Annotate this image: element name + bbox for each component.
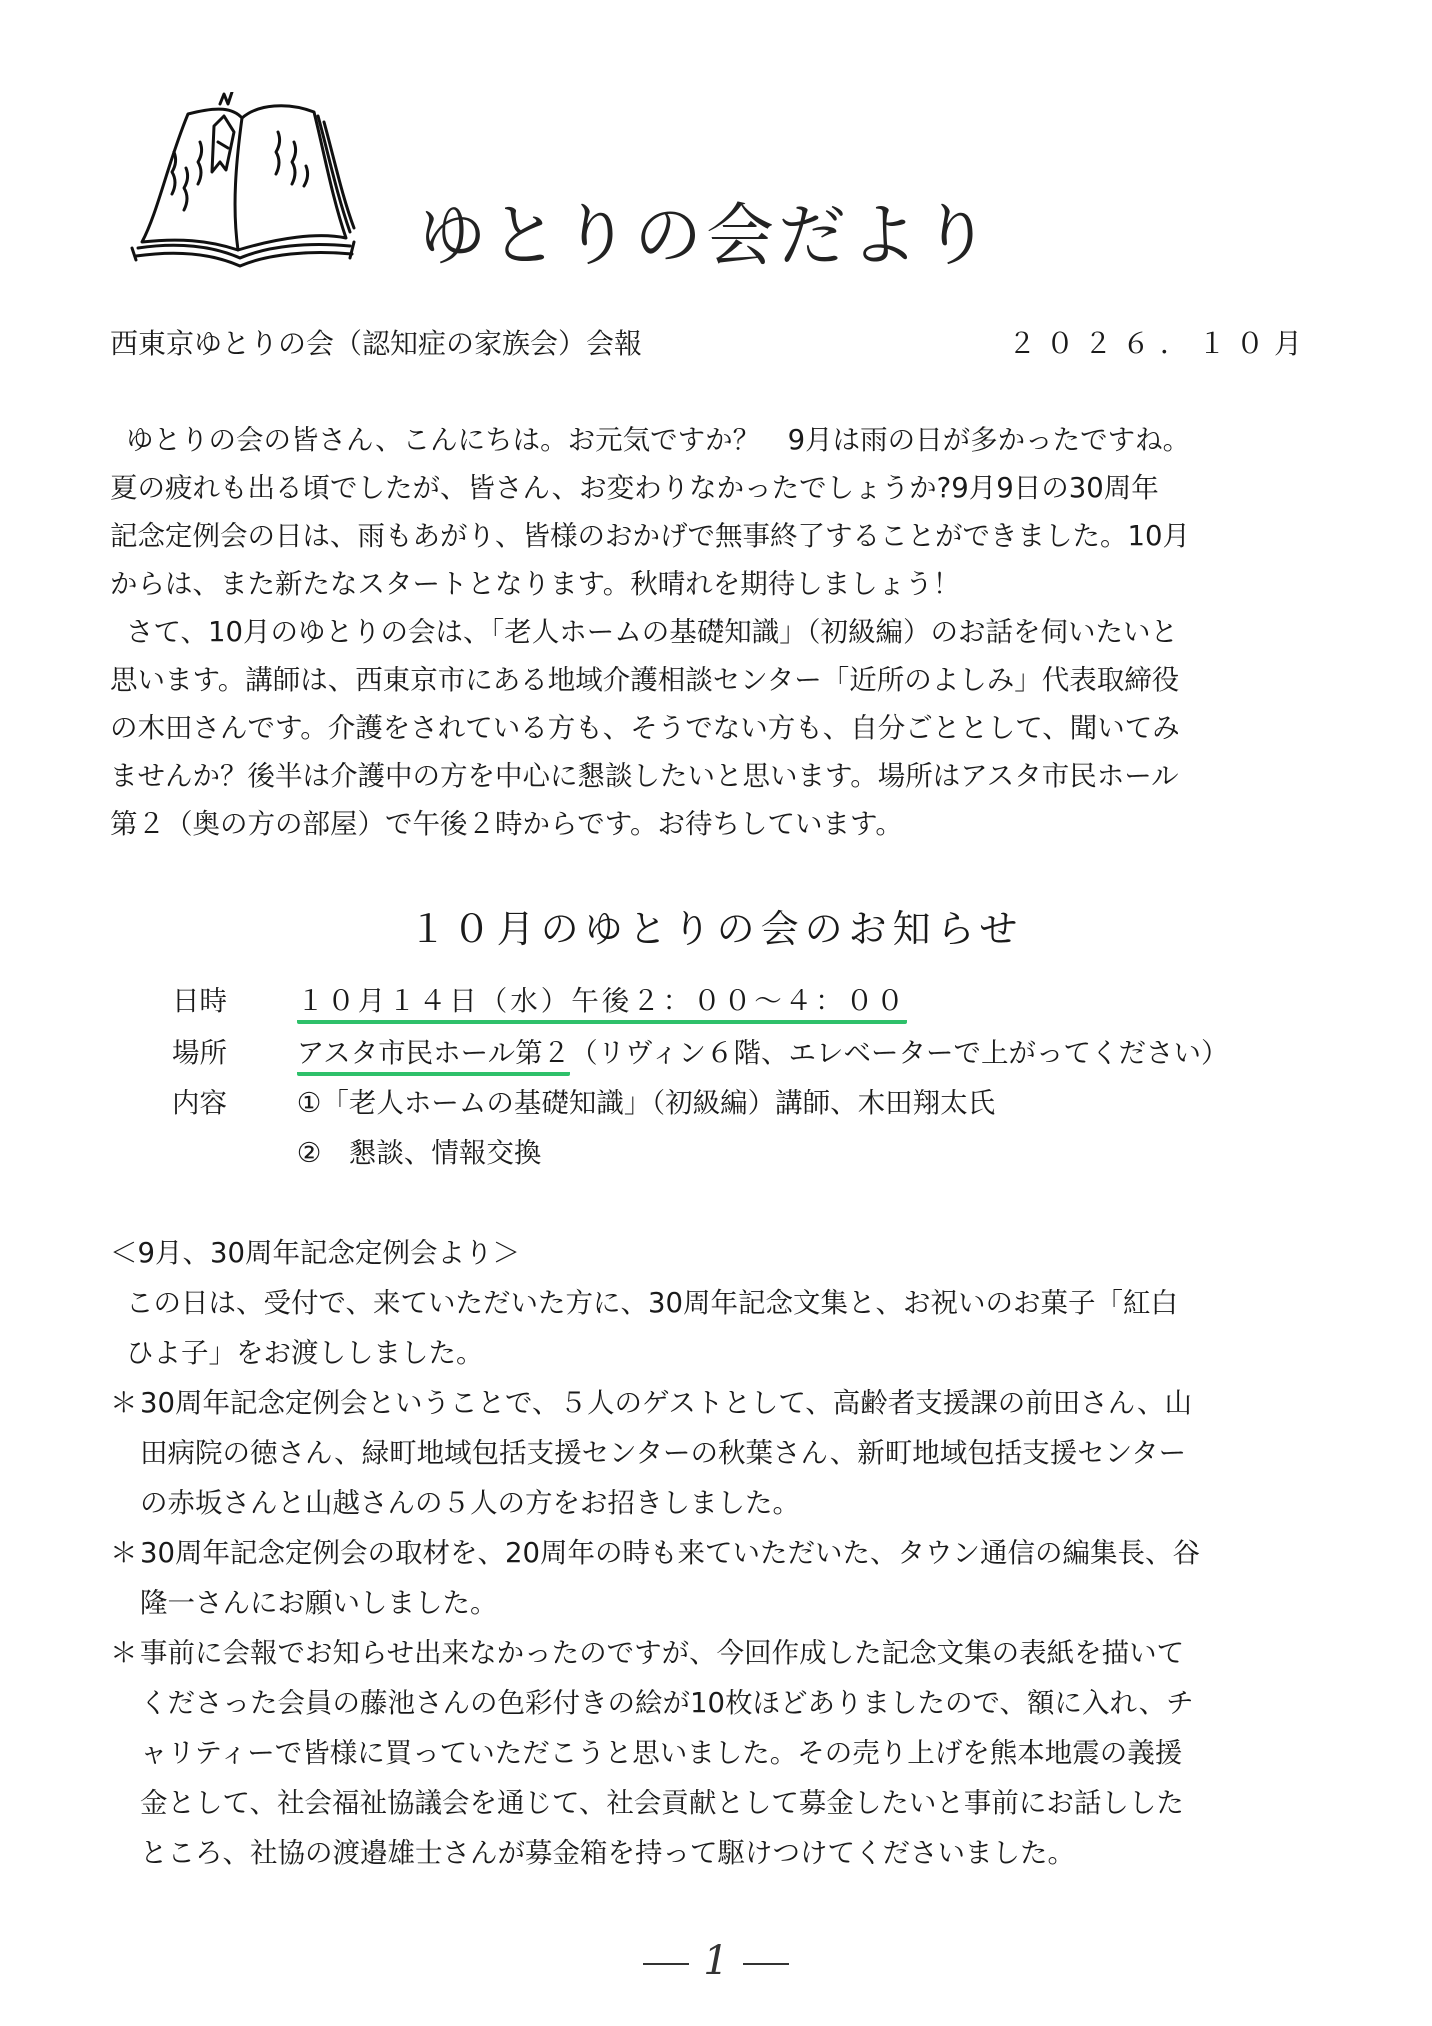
place-label: 場所 [172, 1037, 227, 1069]
content-item: ② 懇談、情報交換 [296, 1137, 542, 1169]
place-value: アスタ市民ホール第２ [297, 1030, 570, 1076]
bullet-line: くださった会員の藤池さんの色彩付きの絵が10枚ほどありましたので、額に入れ、チ [140, 1687, 1194, 1719]
intro-line: 記念定例会の日は、雨もあがり、皆様のおかげで無事終了することができました。10月 [110, 520, 1190, 552]
page-number-value: 1 [703, 1938, 729, 1984]
report-heading: ＜9月、30周年記念定例会より＞ [110, 1237, 520, 1269]
intro-line: ゆとりの会の皆さん、こんにちは。お元気ですか？ 9月は雨の日が多かったですね。 [126, 424, 1191, 456]
intro-line: 思います。講師は、西東京市にある地域介護相談センター「近所のよしみ」代表取締役 [110, 664, 1180, 696]
report-section [110, 1228, 1340, 1878]
bullet-line: ＊30周年記念定例会の取材を、20周年の時も来ていただいた、タウン通信の編集長、谷 [110, 1528, 1340, 1578]
intro-line: 第２（奥の方の部屋）で午後２時からです。お待ちしています。 [110, 808, 903, 840]
newsletter-subtitle: 西東京ゆとりの会（認知症の家族会）会報 [110, 327, 643, 360]
place-note: （リヴィン６階、エレベーターで上がってください） [570, 1037, 1229, 1069]
datetime-value: １０月１４日（水）午後２：００～４：００ [297, 978, 907, 1024]
intro-line: ませんか？後半は介護中の方を中心に懇談したいと思います。場所はアスタ市民ホール [110, 760, 1179, 792]
content-label: 内容 [172, 1087, 227, 1119]
intro-line: さて、10月のゆとりの会は、「老人ホームの基礎知識」（初級編）のお話を伺いたいと [126, 616, 1178, 648]
page-number [0, 1938, 1432, 1984]
bullet-line: 田病院の徳さん、緑町地域包括支援センターの秋葉さん、新町地域包括支援センター [140, 1437, 1187, 1469]
newsletter-title: ゆとりの会だより [418, 197, 995, 276]
open-book-icon [128, 92, 360, 272]
intro-line: 夏の疲れも出る頃でしたが、皆さん、お変わりなかったでしょうか?9月9日の30周年 [110, 472, 1159, 504]
bullet-line: ＊30周年記念定例会ということで、５人のゲストとして、高齢者支援課の前田さん、山 [110, 1378, 1340, 1428]
notice-place-row [172, 1030, 1228, 1076]
bullet-marker: ＊ [110, 1387, 138, 1419]
issue-date: ２０２６．１０月 [1007, 327, 1312, 360]
intro-paragraph [110, 416, 1318, 848]
bullet-line: 隆一さんにお願いしました。 [140, 1587, 498, 1619]
notice-content-row-2 [172, 1130, 541, 1170]
notice-heading: １０月のゆとりの会のお知らせ [408, 907, 1024, 951]
report-line: この日は、受付で、来ていただいた方に、30周年記念文集と、お祝いのお菓子「紅白 [126, 1287, 1178, 1319]
report-line: ひよ子」をお渡ししました。 [126, 1337, 484, 1369]
intro-line: からは、また新たなスタートとなります。秋晴れを期待しましょう！ [110, 568, 961, 600]
notice-datetime-row [172, 978, 907, 1024]
bullet-marker: ＊ [110, 1637, 138, 1669]
bullet-line: の赤坂さんと山越さんの５人の方をお招きしました。 [140, 1487, 800, 1519]
bullet-line: 金として、社会福祉協議会を通じて、社会貢献として募金したいと事前にお話しした [140, 1787, 1184, 1819]
bullet-line: ャリティーで皆様に買っていただこうと思いました。その売り上げを熊本地震の義援 [140, 1737, 1183, 1769]
content-item: ①「老人ホームの基礎知識」（初級編）講師、木田翔太氏 [296, 1087, 996, 1119]
notice-content-row [172, 1080, 995, 1120]
datetime-label: 日時 [172, 985, 227, 1017]
bullet-line: ＊事前に会報でお知らせ出来なかったのですが、今回作成した記念文集の表紙を描いて [110, 1628, 1340, 1678]
bullet-marker: ＊ [110, 1537, 138, 1569]
intro-line: の木田さんです。介護をされている方も、そうでない方も、自分ごととして、聞いてみ [110, 712, 1180, 744]
bullet-line: ところ、社協の渡邉雄士さんが募金箱を持って駆けつけてくださいました。 [140, 1837, 1075, 1869]
